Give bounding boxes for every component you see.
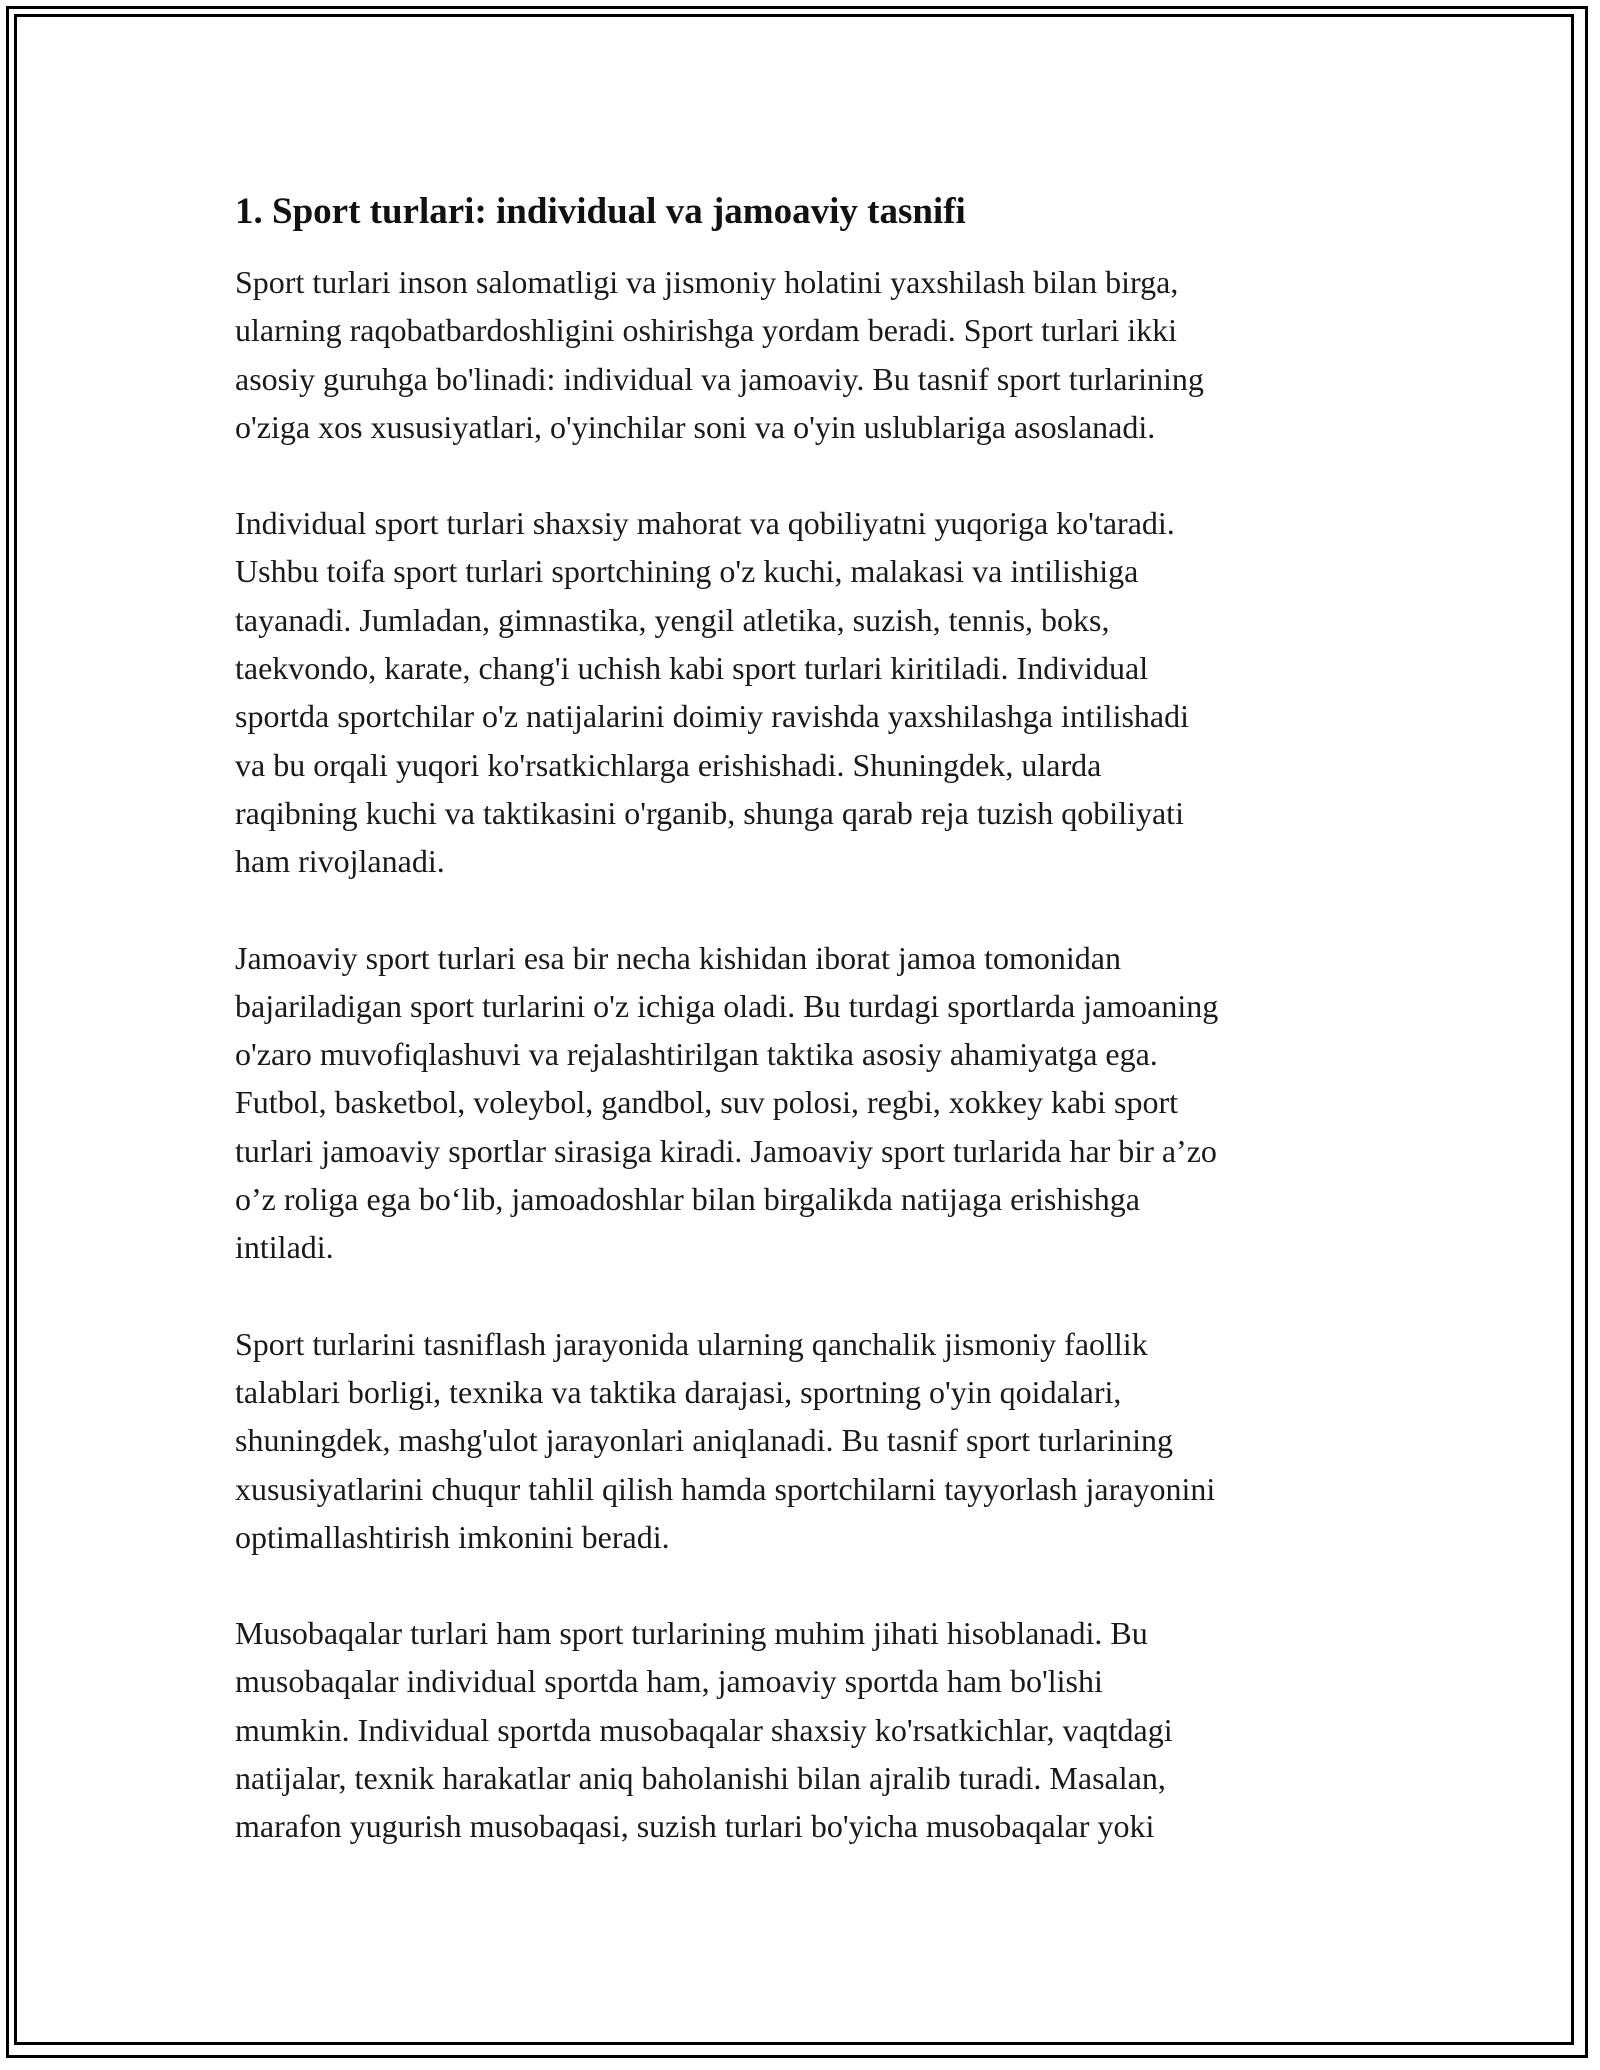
- paragraph-line: taekvondo, karate, chang'i uchish kabi sport turlari kiritiladi. Individual: [235, 650, 1149, 687]
- document-body: [235, 188, 1365, 1899]
- paragraph-line: Sport turlari inson salomatligi va jismoniy holatini yaxshilash bilan birga,: [235, 264, 1179, 300]
- paragraph-line: Ushbu toifa sport turlari sportchining o'z kuchi, malakasi va intilishiga: [235, 553, 1139, 590]
- paragraph-line: ularning raqobatbardoshligini oshirishga yordam beradi. Sport turlari ikki: [235, 312, 1178, 349]
- paragraph-line: bajariladigan sport turlarini o'z ichiga oladi. Bu turdagi sportlarda jamoaning: [235, 987, 1219, 1024]
- paragraph-line: o’z roliga ega bo‘lib, jamoadoshlar bilan birgalikda natijaga erishishga: [235, 1181, 1140, 1218]
- paragraph-line: marafon yugurish musobaqasi, suzish turlari bo'yicha musobaqalar yoki: [235, 1808, 1155, 1845]
- paragraph-line: Jamoaviy sport turlari esa bir necha kishidan iborat jamoa tomonidan: [235, 939, 1121, 976]
- paragraph-line: Sport turlarini tasniflash jarayonida ularning qanchalik jismoniy faollik: [235, 1325, 1148, 1362]
- paragraph-4: [235, 1320, 1365, 1561]
- paragraph-line: o'ziga xos xususiyatlari, o'yinchilar soni va o'yin uslublariga asoslanadi.: [235, 408, 1156, 445]
- paragraph-2: [235, 499, 1365, 885]
- paragraph-3: [235, 934, 1365, 1272]
- paragraph-line: va bu orqali yuqori ko'rsatkichlarga erishishadi. Shuningdek, ularda: [235, 746, 1102, 783]
- paragraph-1: [235, 258, 1365, 451]
- paragraph-5: [235, 1609, 1365, 1850]
- paragraph-line: Futbol, basketbol, voleybol, gandbol, suv polosi, regbi, xokkey kabi sport: [235, 1084, 1179, 1121]
- paragraph-line: turlari jamoaviy sportlar sirasiga kiradi. Jamoaviy sport turlarida har bir a’zo: [235, 1132, 1217, 1169]
- paragraph-line: talablari borligi, texnika va taktika darajasi, sportning o'yin qoidalari,: [235, 1373, 1122, 1410]
- paragraph-line: musobaqalar individual sportda ham, jamoaviy sportda ham bo'lishi: [235, 1663, 1103, 1700]
- paragraph-line: mumkin. Individual sportda musobaqalar shaxsiy ko'rsatkichlar, vaqtdagi: [235, 1711, 1173, 1748]
- paragraph-line: tayanadi. Jumladan, gimnastika, yengil atletika, suzish, tennis, boks,: [235, 601, 1110, 638]
- document-title: 1. Sport turlari: individual va jamoaviy tasnifi: [235, 191, 966, 232]
- paragraph-line: optimallashtirish imkonini beradi.: [235, 1518, 670, 1555]
- paragraph-line: intiladi.: [235, 1229, 334, 1266]
- paragraph-line: asosiy guruhga bo'linadi: individual va jamoaviy. Bu tasnif sport turlarining: [235, 360, 1204, 397]
- paragraph-line: ham rivojlanadi.: [235, 843, 445, 880]
- paragraph-line: Musobaqalar turlari ham sport turlarining muhim jihati hisoblanadi. Bu: [235, 1615, 1148, 1652]
- paragraph-line: shuningdek, mashg'ulot jarayonlari aniqlanadi. Bu tasnif sport turlarining: [235, 1422, 1174, 1459]
- paragraph-line: Individual sport turlari shaxsiy mahorat va qobiliyatni yuqoriga ko'taradi.: [235, 505, 1175, 542]
- paragraph-line: xususiyatlarini chuqur tahlil qilish hamda sportchilarni tayyorlash jarayonini: [235, 1470, 1216, 1507]
- paragraph-line: o'zaro muvofiqlashuvi va rejalashtirilgan taktika asosiy ahamiyatga ega.: [235, 1036, 1158, 1073]
- paragraph-line: sportda sportchilar o'z natijalarini doimiy ravishda yaxshilashga intilishadi: [235, 698, 1189, 735]
- paragraph-line: natijalar, texnik harakatlar aniq baholanishi bilan ajralib turadi. Masalan,: [235, 1760, 1166, 1797]
- paragraph-line: raqibning kuchi va taktikasini o'rganib, shunga qarab reja tuzish qobiliyati: [235, 794, 1184, 831]
